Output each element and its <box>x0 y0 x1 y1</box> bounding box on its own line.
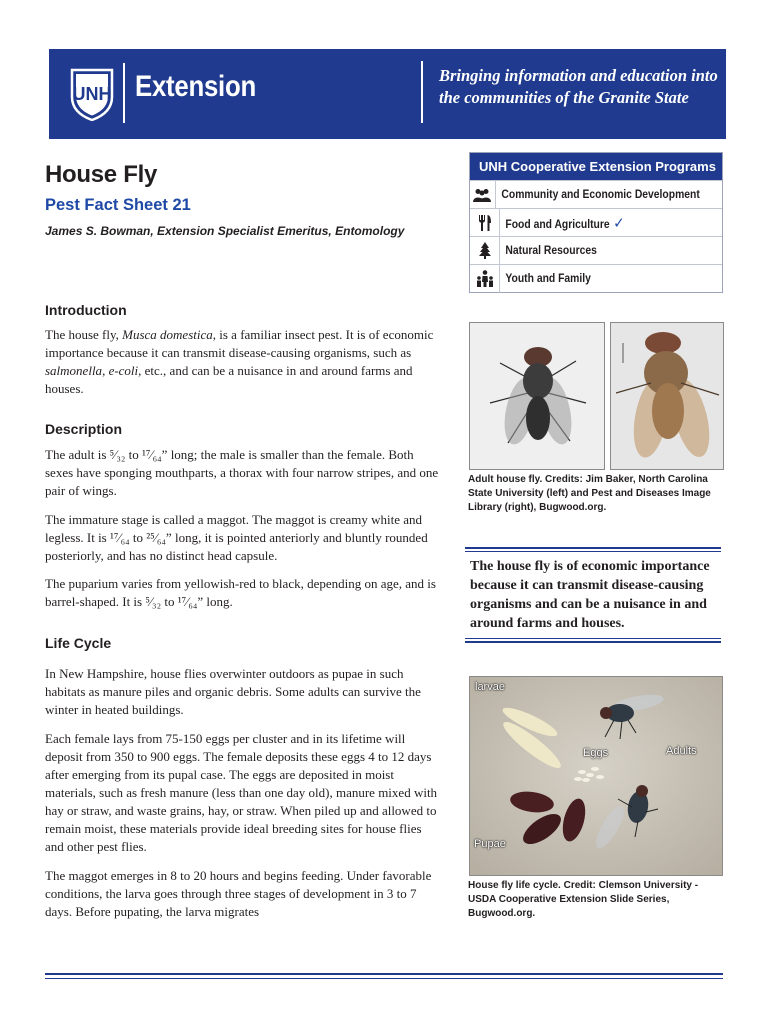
heading-introduction: Introduction <box>45 302 127 318</box>
programs-box <box>469 152 723 293</box>
programs-heading: UNH Cooperative Extension Programs <box>470 153 722 180</box>
label-larvae: larvae <box>475 681 505 693</box>
fork-knife-icon <box>470 209 500 237</box>
checkmark-icon: ✓ <box>613 214 625 232</box>
intro-paragraph <box>45 326 440 398</box>
program-label-natural: Natural Resources <box>505 244 597 257</box>
family-icon <box>470 265 500 293</box>
lifecycle-paragraph-1: In New Hampshire, house flies overwinter outdoors as pupae in such habitats as manure piles and organic debris. Some adults can survive the winter in heated buildings. <box>45 666 421 717</box>
program-label-youth: Youth and Family <box>505 272 591 285</box>
callout-rule-bottom <box>465 641 721 643</box>
description-paragraph-3: The puparium varies from yellowish-red to black, depending on age, and is barrel-shaped. It is ⁵⁄₃₂ to ¹⁷⁄₆₄” long. <box>45 576 436 609</box>
salmonella-term: salmonella <box>45 363 103 378</box>
people-icon <box>470 181 496 209</box>
intro-text-a: The house fly, <box>45 327 123 342</box>
unh-shield-logo <box>69 67 115 121</box>
callout-rule-top-thin <box>465 551 721 552</box>
adult-fly-caption: Adult house fly. Credits: Jim Baker, North Carolina State University (left) and Pest and Diseases Image Library (right), Bugwood.org. <box>468 474 711 513</box>
header-tagline: Bringing information and education into the communities of the Granite State <box>439 66 718 107</box>
adult-fly-photo-left <box>469 322 605 470</box>
adult-fly-photo-right <box>610 322 724 470</box>
program-item-natural-resources[interactable] <box>470 236 722 264</box>
program-item-food[interactable] <box>470 208 722 236</box>
page-title: House Fly <box>45 161 157 188</box>
author-line: James S. Bowman, Extension Specialist Emeritus, Entomology <box>45 224 405 238</box>
program-label-food-text: Food and Agriculture <box>505 218 610 231</box>
header-divider <box>123 63 125 123</box>
ecoli-term: e-coli <box>108 363 139 378</box>
footer-rule-bottom <box>45 978 723 979</box>
extension-wordmark: Extension <box>135 70 256 103</box>
description-paragraph-1: The adult is ⁵⁄₃₂ to ¹⁷⁄₆₄” long; the male is smaller than the female. Both sexes have sponging mouthparts, a thorax with four narrow stripes, and one pair of wings. <box>45 447 439 498</box>
pull-quote: The house fly is of economic importance because it can transmit disease-causing organisms and can be a nuisance in and around farms and houses. <box>470 559 710 631</box>
logo-text: UNH <box>72 84 112 104</box>
header-divider-2 <box>421 61 423 123</box>
life-cycle-photo <box>469 676 723 876</box>
label-adults: Adults <box>666 745 697 757</box>
program-label-community: Community and Economic Development <box>500 188 700 201</box>
footer-rule-top <box>45 973 723 975</box>
program-item-community[interactable] <box>470 180 722 208</box>
page-subtitle: Pest Fact Sheet 21 <box>45 196 191 214</box>
label-pupae: Pupae <box>474 838 506 850</box>
lifecycle-paragraph-2: Each female lays from 75-150 eggs per cluster and in its lifetime will deposit from 350 to 900 eggs. The female deposits these eggs 4 to 12 days after emerging from its pupal case. The eggs are deposited in moist materials, such as fresh manure (less than one day old), manure mixed with hay or straw, and waste grains, hay, or straw. When piled up and allowed to remain moist, these materials provide ideal breeding sites for house flies and other pest flies. <box>45 731 438 854</box>
callout-rule-top <box>465 547 721 549</box>
intro-text-d: , etc., and can be a nuisance in and around farms and houses. <box>45 363 413 396</box>
intro-text-c: , <box>102 363 109 378</box>
description-paragraph-2: The immature stage is called a maggot. The maggot is creamy white and legless. It is ¹⁷⁄₆₄ to ²⁵⁄₆₄” long, it is pointed anteriorly and bluntly rounded posteriorly, and has no distinct head capsule. <box>45 512 428 563</box>
callout-rule-bottom-thin <box>465 638 721 639</box>
tree-icon <box>470 237 500 265</box>
heading-life-cycle: Life Cycle <box>45 635 112 651</box>
species-name: Musca domestica <box>122 327 213 342</box>
program-item-youth[interactable] <box>470 264 722 292</box>
lifecycle-paragraph-3: The maggot emerges in 8 to 20 hours and begins feeding. Under favorable conditions, the larva goes through three stages of development in 3 to 7 days. Before pupating, the larva migrates <box>45 868 432 919</box>
life-cycle-caption: House fly life cycle. Credit: Clemson University - USDA Cooperative Extension Slide Series, Bugwood.org. <box>468 880 699 919</box>
heading-description: Description <box>45 421 123 437</box>
label-eggs: Eggs <box>583 747 609 759</box>
program-label-food <box>500 214 625 232</box>
intro-text-b: , is a familiar insect pest. It is of economic importance because it can transmit disease-causing organisms, such as <box>45 327 434 360</box>
header-banner <box>49 49 726 139</box>
